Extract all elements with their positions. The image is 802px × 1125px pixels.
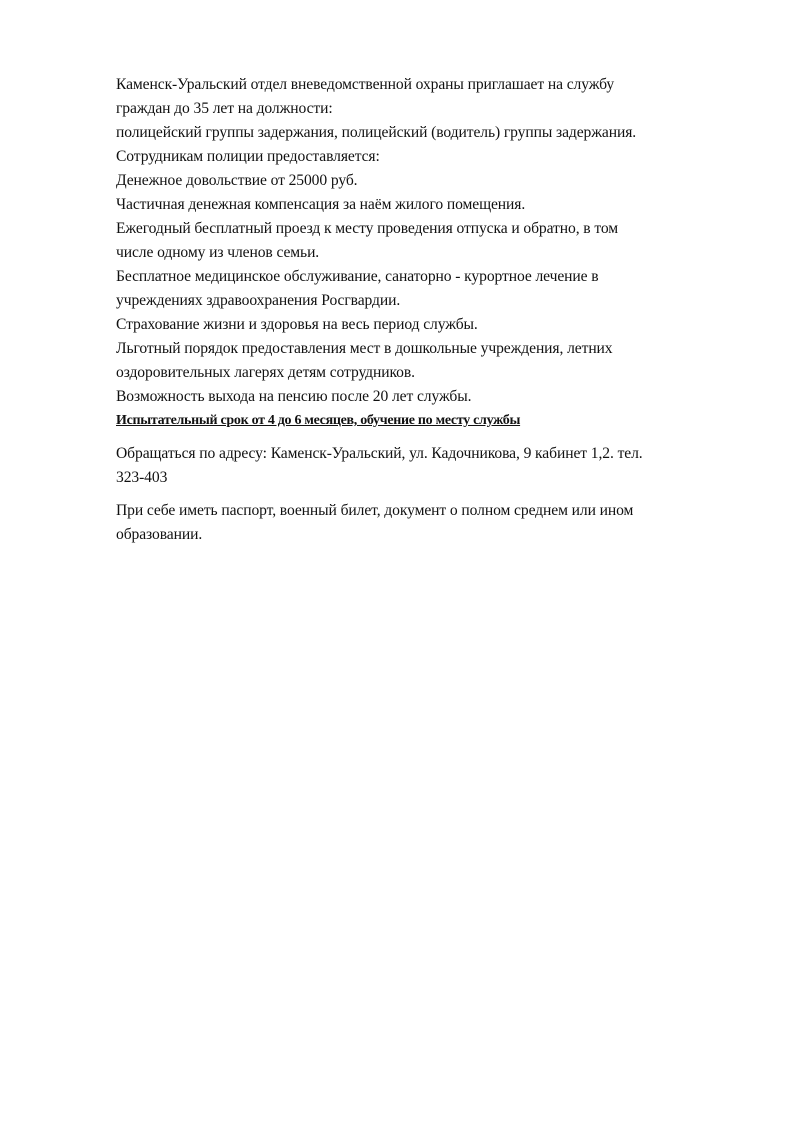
probation-notice: Испытательный срок от 4 до 6 месяцев, обучение по месту службы bbox=[116, 413, 521, 428]
text-line: Денежное довольствие от 25000 руб. bbox=[116, 172, 358, 189]
text-line: образовании. bbox=[116, 526, 203, 543]
text-line: Возможность выхода на пенсию после 20 лет службы. bbox=[116, 388, 472, 405]
text-line: Льготный порядок предоставления мест в дошкольные учреждения, летних bbox=[116, 340, 613, 357]
text-line: Частичная денежная компенсация за наём жилого помещения. bbox=[116, 196, 526, 213]
text-line: Каменск-Уральский отдел вневедомственной охраны приглашает на службу bbox=[116, 76, 615, 93]
text-line: 323-403 bbox=[116, 469, 168, 486]
text-line: учреждениях здравоохранения Росгвардии. bbox=[116, 292, 401, 309]
address-paragraph bbox=[116, 442, 716, 490]
text-line: Сотрудникам полиции предоставляется: bbox=[116, 148, 380, 165]
intro-paragraph bbox=[116, 73, 716, 433]
document-body bbox=[116, 73, 716, 547]
text-line: Обращаться по адресу: Каменск-Уральский, ул. Кадочникова, 9 кабинет 1,2. тел. bbox=[116, 445, 643, 462]
text-line: числе одному из членов семьи. bbox=[116, 244, 320, 261]
text-line: Ежегодный бесплатный проезд к месту проведения отпуска и обратно, в том bbox=[116, 220, 619, 237]
text-line: Бесплатное медицинское обслуживание, санаторно - курортное лечение в bbox=[116, 268, 599, 285]
text-line: полицейский группы задержания, полицейский (водитель) группы задержания. bbox=[116, 124, 637, 141]
documents-paragraph bbox=[116, 499, 716, 547]
text-line: граждан до 35 лет на должности: bbox=[116, 100, 333, 117]
text-line: При себе иметь паспорт, военный билет, документ о полном среднем или ином bbox=[116, 502, 634, 519]
text-line: оздоровительных лагерях детям сотрудников. bbox=[116, 364, 415, 381]
text-line: Страхование жизни и здоровья на весь период службы. bbox=[116, 316, 478, 333]
